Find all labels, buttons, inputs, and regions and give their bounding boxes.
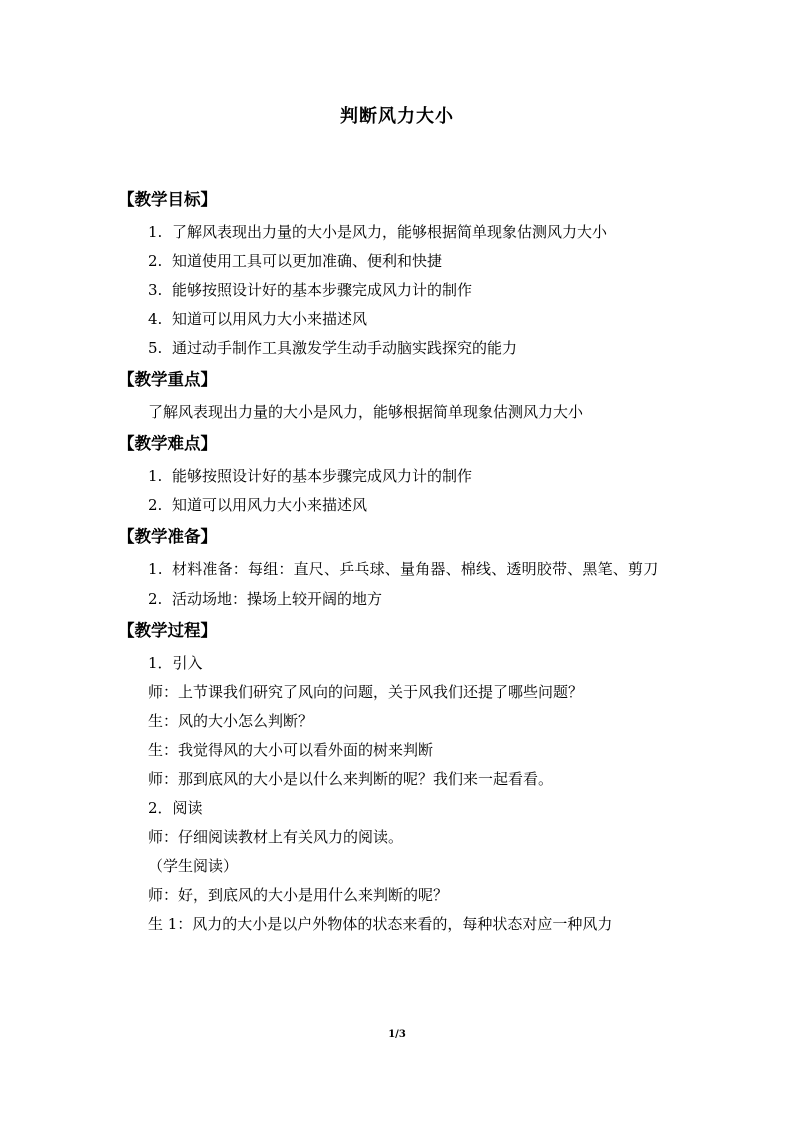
section-heading-difficulty: 【教学难点】	[118, 434, 217, 453]
goal-item	[148, 250, 690, 272]
goal-item	[148, 279, 690, 301]
difficulty-item-text: 能够按照设计好的基本步骤完成风力计的制作	[172, 467, 473, 485]
process-line: 生 1：风力的大小是以户外物体的状态来看的，每种状态对应一种风力	[148, 915, 613, 933]
process-line: 师：上节课我们研究了风向的问题，关于风我们还提了哪些问题？	[148, 683, 584, 701]
process-line: 师：仔细阅读教材上有关风力的阅读。	[148, 828, 404, 846]
preparation-item-text: 材料准备：每组：直尺、乒乓球、量角器、棉线、透明胶带、黑笔、剪刀	[172, 560, 659, 578]
section-heading-goals: 【教学目标】	[118, 190, 217, 209]
process-line: 生：风的大小怎么判断？	[148, 712, 314, 730]
difficulty-item-text: 知道可以用风力大小来描述风	[172, 496, 368, 514]
preparation-item-number: 2.	[148, 590, 163, 608]
process-line: 2．阅读	[148, 799, 203, 817]
goal-item-number: 3.	[148, 281, 163, 299]
difficulty-item-number: 2.	[148, 496, 163, 514]
difficulty-item-number: 1.	[148, 467, 163, 485]
preparation-item	[148, 588, 690, 610]
goal-item-number: 5.	[148, 339, 163, 357]
goal-item-number: 1.	[148, 223, 163, 241]
goal-item-text: 知道可以用风力大小来描述风	[172, 310, 368, 328]
difficulty-item	[148, 465, 690, 487]
document-body	[118, 186, 690, 942]
page-number: 1/3	[388, 1029, 406, 1040]
section-heading-preparation: 【教学准备】	[118, 527, 217, 546]
goal-item-text: 了解风表现出力量的大小是风力，能够根据简单现象估测风力大小	[172, 223, 608, 241]
process-line: 生：我觉得风的大小可以看外面的树来判断	[148, 741, 434, 759]
process-line: （学生阅读）	[148, 857, 239, 875]
goal-item	[148, 337, 690, 359]
goal-item-text: 能够按照设计好的基本步骤完成风力计的制作	[172, 281, 473, 299]
goal-item-text: 通过动手制作工具激发学生动手动脑实践探究的能力	[172, 339, 518, 357]
goal-item-number: 4.	[148, 310, 163, 328]
preparation-item-number: 1.	[148, 560, 163, 578]
section-heading-focus: 【教学重点】	[118, 370, 217, 389]
goal-item-text: 知道使用工具可以更加准确、便利和快捷	[172, 252, 443, 270]
preparation-item	[118, 555, 690, 584]
goal-item	[148, 308, 690, 330]
section-heading-process: 【教学过程】	[118, 621, 217, 640]
preparation-item-text: 活动场地：操场上较开阔的地方	[172, 590, 383, 608]
process-line: 师：那到底风的大小是以什么来判断的呢？我们来一起看看。	[148, 770, 554, 788]
document-title: 判断风力大小	[340, 106, 454, 127]
process-line: 1．引入	[148, 654, 203, 672]
focus-text: 了解风表现出力量的大小是风力，能够根据简单现象估测风力大小	[148, 403, 584, 421]
difficulty-item	[148, 494, 690, 516]
goal-item-number: 2.	[148, 252, 163, 270]
process-line: 师：好，到底风的大小是用什么来判断的呢？	[148, 886, 449, 904]
goal-item	[148, 221, 690, 243]
